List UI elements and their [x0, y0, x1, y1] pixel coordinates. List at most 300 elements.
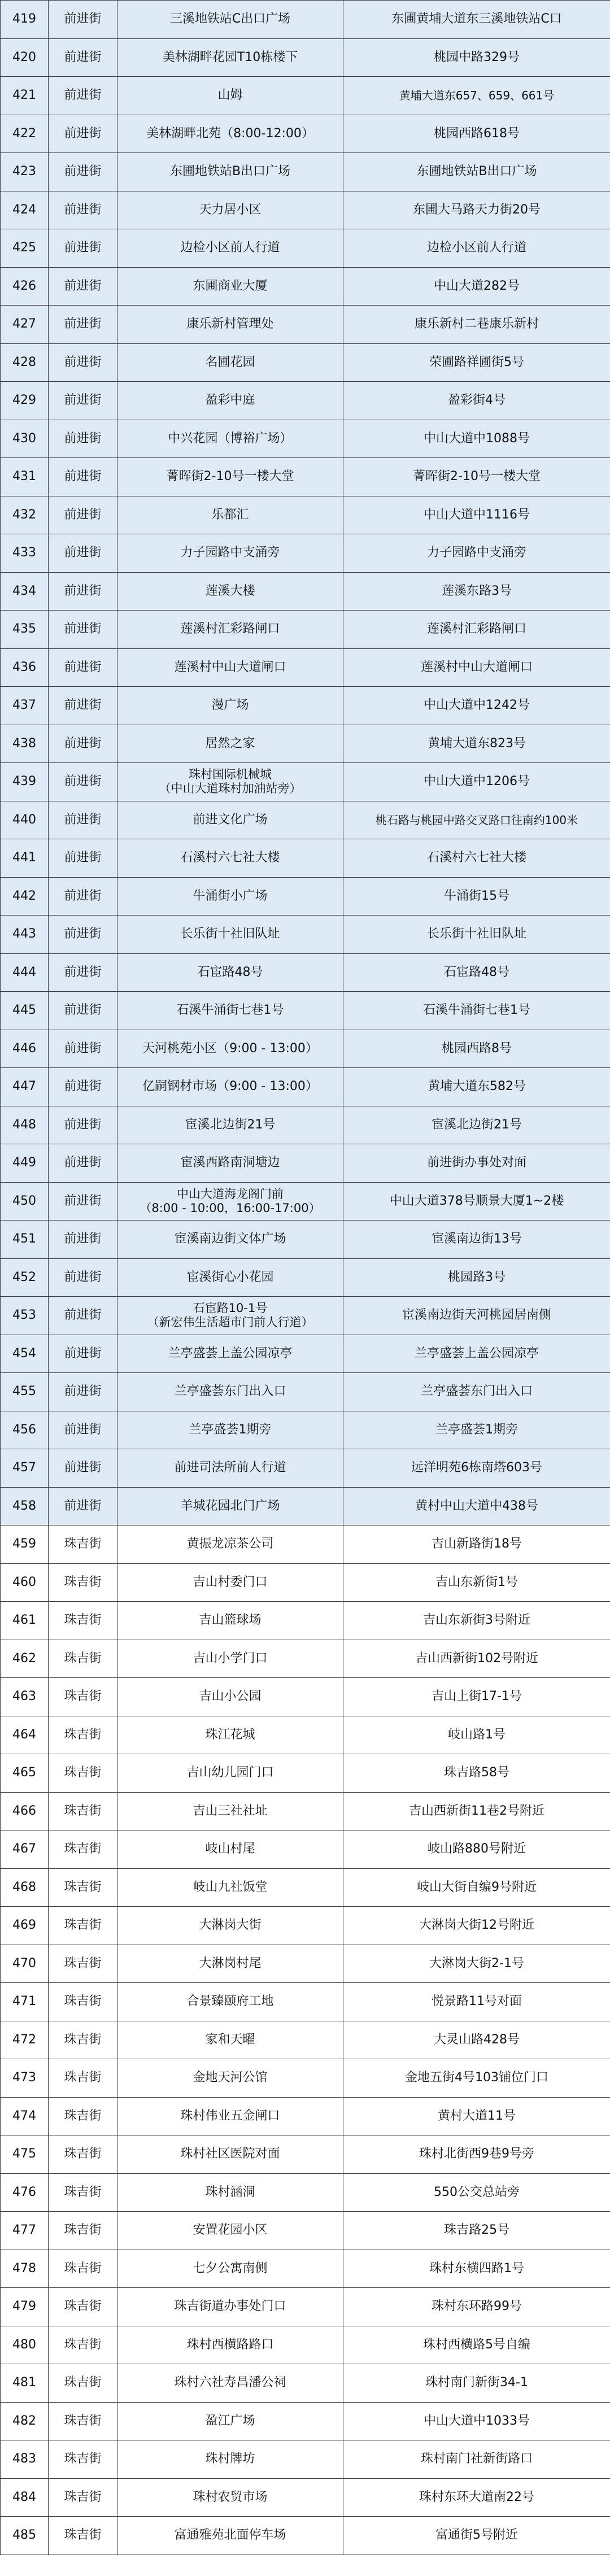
site-name-cell: 珠江花城 [117, 1716, 343, 1754]
site-name-cell: 前进司法所前人行道 [117, 1449, 343, 1488]
row-number-cell: 444 [1, 953, 49, 992]
site-name-cell: 珠村六社寿昌潘公祠 [117, 2364, 343, 2403]
address-cell: 珠村南门社新街路口 [343, 2440, 610, 2479]
table-row [1, 1335, 610, 1373]
table-row [1, 420, 610, 458]
street-cell: 珠吉街 [49, 2250, 117, 2288]
table-row [1, 953, 610, 992]
table-row [1, 1945, 610, 1983]
address-cell: 岐山路1号 [343, 1716, 610, 1754]
row-number-cell: 471 [1, 1983, 49, 2021]
row-number-cell: 449 [1, 1144, 49, 1183]
site-name-cell: 三溪地铁站C出口广场 [117, 1, 343, 39]
address-cell: 石溪村六七社大楼 [343, 839, 610, 878]
site-name-cell: 天河桃苑小区（9:00 - 13:00） [117, 1030, 343, 1068]
row-number-cell: 474 [1, 2097, 49, 2135]
address-cell: 中山大道中1116号 [343, 496, 610, 534]
table-row [1, 2021, 610, 2059]
site-name-cell: 力子园路中支涌旁 [117, 534, 343, 573]
street-cell: 前进街 [49, 1144, 117, 1183]
row-number-cell: 450 [1, 1182, 49, 1221]
table-row [1, 2478, 610, 2517]
table-row [1, 1411, 610, 1449]
row-number-cell: 469 [1, 1907, 49, 1945]
site-name-cell: 石宦路48号 [117, 953, 343, 992]
site-name-cell: 吉山幼儿园门口 [117, 1754, 343, 1793]
street-cell: 前进街 [49, 496, 117, 534]
table-row [1, 2326, 610, 2364]
site-name-cell: 宦溪西路南洞塘边 [117, 1144, 343, 1183]
address-cell: 吉山西新街11巷2号附近 [343, 1792, 610, 1830]
site-name-cell: 漫广场 [117, 687, 343, 725]
site-name-cell: 大淋岗村尾 [117, 1945, 343, 1983]
address-cell: 盈彩街4号 [343, 382, 610, 420]
address-cell: 桃园路3号 [343, 1258, 610, 1297]
site-name-cell: 亿嗣钢材市场（9:00 - 13:00） [117, 1068, 343, 1106]
street-cell: 前进街 [49, 1030, 117, 1068]
site-name-cell: 珠村社区医院对面 [117, 2135, 343, 2174]
street-cell: 珠吉街 [49, 2021, 117, 2059]
site-name-cell: 长乐街十社旧队址 [117, 916, 343, 954]
row-number-cell: 472 [1, 2021, 49, 2059]
table-row [1, 1106, 610, 1144]
row-number-cell: 466 [1, 1792, 49, 1830]
row-number-cell: 481 [1, 2364, 49, 2403]
site-name-cell: 兰亭盛荟1期旁 [117, 1411, 343, 1449]
street-cell: 前进街 [49, 1182, 117, 1221]
row-number-cell: 429 [1, 382, 49, 420]
table-row [1, 77, 610, 115]
street-cell: 前进街 [49, 572, 117, 611]
table-row [1, 1297, 610, 1335]
table-row [1, 38, 610, 77]
address-cell: 吉山东新街1号 [343, 1563, 610, 1602]
street-cell: 珠吉街 [49, 1563, 117, 1602]
row-number-cell: 423 [1, 153, 49, 191]
table-row [1, 1068, 610, 1106]
table-row [1, 267, 610, 306]
row-number-cell: 463 [1, 1678, 49, 1716]
row-number-cell: 452 [1, 1258, 49, 1297]
street-cell: 珠吉街 [49, 2440, 117, 2479]
street-cell: 前进街 [49, 1297, 117, 1335]
address-cell: 东圃大马路天力街20号 [343, 191, 610, 229]
address-cell: 桃园中路329号 [343, 38, 610, 77]
street-cell: 前进街 [49, 1106, 117, 1144]
street-cell: 珠吉街 [49, 2478, 117, 2517]
row-number-cell: 441 [1, 839, 49, 878]
table-row [1, 2250, 610, 2288]
street-cell: 珠吉街 [49, 1640, 117, 1678]
address-cell: 宦溪南边街天河桃园居南侧 [343, 1297, 610, 1335]
street-cell: 珠吉街 [49, 2326, 117, 2364]
table-row [1, 191, 610, 229]
address-cell: 岐山大街自编9号附近 [343, 1868, 610, 1907]
row-number-cell: 422 [1, 115, 49, 153]
address-cell: 长乐街十社旧队址 [343, 916, 610, 954]
row-number-cell: 484 [1, 2478, 49, 2517]
site-name-cell: 黄振龙凉茶公司 [117, 1525, 343, 1564]
site-name-cell: 中兴花园（博裕广场） [117, 420, 343, 458]
row-number-cell: 425 [1, 229, 49, 268]
row-number-cell: 436 [1, 648, 49, 687]
site-name-cell: 菁晖街2-10号一楼大堂 [117, 458, 343, 496]
table-row [1, 916, 610, 954]
address-cell: 黄村大道11号 [343, 2097, 610, 2135]
street-cell: 前进街 [49, 801, 117, 839]
site-name-cell: 宦溪街心小花园 [117, 1258, 343, 1297]
street-cell: 前进街 [49, 77, 117, 115]
street-cell: 前进街 [49, 1, 117, 39]
street-cell: 前进街 [49, 191, 117, 229]
table-row [1, 1907, 610, 1945]
table-row [1, 2135, 610, 2174]
site-name-cell: 牛涌街小广场 [117, 877, 343, 916]
address-cell: 中山大道378号顺景大厦1~2楼 [343, 1182, 610, 1221]
address-cell: 东圃地铁站B出口广场 [343, 153, 610, 191]
street-cell: 前进街 [49, 343, 117, 382]
row-number-cell: 480 [1, 2326, 49, 2364]
row-number-cell: 468 [1, 1868, 49, 1907]
street-cell: 珠吉街 [49, 2288, 117, 2326]
table-body [1, 1, 610, 2555]
site-name-cell: 吉山三社社址 [117, 1792, 343, 1830]
row-number-cell: 439 [1, 763, 49, 801]
site-name-cell: 名圃花园 [117, 343, 343, 382]
street-cell: 珠吉街 [49, 2364, 117, 2403]
address-cell: 荣圃路祥圃街5号 [343, 343, 610, 382]
table-row [1, 115, 610, 153]
site-name-cell: 莲溪村中山大道闸口 [117, 648, 343, 687]
street-cell: 前进街 [49, 1449, 117, 1488]
row-number-cell: 433 [1, 534, 49, 573]
table-row [1, 2440, 610, 2479]
street-cell: 前进街 [49, 382, 117, 420]
address-cell: 兰亭盛荟1期旁 [343, 1411, 610, 1449]
address-cell: 莲溪东路3号 [343, 572, 610, 611]
street-cell: 珠吉街 [49, 1678, 117, 1716]
table-row [1, 648, 610, 687]
street-cell: 前进街 [49, 38, 117, 77]
street-cell: 珠吉街 [49, 2059, 117, 2098]
row-number-cell: 454 [1, 1335, 49, 1373]
row-number-cell: 428 [1, 343, 49, 382]
site-name-cell: 边检小区前人行道 [117, 229, 343, 268]
table-row [1, 1449, 610, 1488]
street-cell: 前进街 [49, 1335, 117, 1373]
site-name-cell: 珠村农贸市场 [117, 2478, 343, 2517]
address-cell: 黄埔大道东582号 [343, 1068, 610, 1106]
row-number-cell: 426 [1, 267, 49, 306]
table-row [1, 2364, 610, 2403]
street-cell: 前进街 [49, 648, 117, 687]
table-row [1, 153, 610, 191]
table-row [1, 2402, 610, 2440]
table-row [1, 1754, 610, 1793]
row-number-cell: 435 [1, 611, 49, 649]
site-name-cell: 珠吉街道办事处门口 [117, 2288, 343, 2326]
table-row [1, 1868, 610, 1907]
address-cell: 莲溪村汇彩路闸口 [343, 611, 610, 649]
site-name-cell: 吉山村委门口 [117, 1563, 343, 1602]
street-cell: 前进街 [49, 877, 117, 916]
site-name-cell: 珠村牌坊 [117, 2440, 343, 2479]
address-cell: 大淋岗大街2-1号 [343, 1945, 610, 1983]
table-row [1, 1983, 610, 2021]
address-cell: 东圃黄埔大道东三溪地铁站C口 [343, 1, 610, 39]
street-cell: 珠吉街 [49, 1830, 117, 1869]
row-number-cell: 455 [1, 1373, 49, 1411]
street-cell: 珠吉街 [49, 1868, 117, 1907]
site-name-cell: 珠村西横路路口 [117, 2326, 343, 2364]
row-number-cell: 440 [1, 801, 49, 839]
row-number-cell: 462 [1, 1640, 49, 1678]
site-name-cell: 乐都汇 [117, 496, 343, 534]
row-number-cell: 485 [1, 2517, 49, 2555]
row-number-cell: 478 [1, 2250, 49, 2288]
table-row [1, 572, 610, 611]
row-number-cell: 465 [1, 1754, 49, 1793]
table-row [1, 306, 610, 344]
site-name-cell: 山姆 [117, 77, 343, 115]
row-number-cell: 427 [1, 306, 49, 344]
site-name-cell: 金地天河公馆 [117, 2059, 343, 2098]
address-cell: 550公交总站旁 [343, 2173, 610, 2212]
address-cell: 中山大道中1033号 [343, 2402, 610, 2440]
table-row [1, 1030, 610, 1068]
table-row [1, 1221, 610, 1259]
street-cell: 前进街 [49, 534, 117, 573]
row-number-cell: 432 [1, 496, 49, 534]
table-row [1, 2059, 610, 2098]
table-row [1, 458, 610, 496]
address-cell: 吉山东新街3号附近 [343, 1602, 610, 1640]
street-cell: 前进街 [49, 992, 117, 1030]
site-name-cell: 宦溪南边街文体广场 [117, 1221, 343, 1259]
street-cell: 珠吉街 [49, 2212, 117, 2250]
row-number-cell: 479 [1, 2288, 49, 2326]
street-cell: 珠吉街 [49, 2402, 117, 2440]
street-cell: 前进街 [49, 267, 117, 306]
table-row [1, 343, 610, 382]
address-cell: 桃园西路618号 [343, 115, 610, 153]
site-name-cell: 吉山篮球场 [117, 1602, 343, 1640]
address-cell: 牛涌街15号 [343, 877, 610, 916]
table-row [1, 1182, 610, 1221]
address-cell: 珠吉路25号 [343, 2212, 610, 2250]
address-cell: 吉山上街17-1号 [343, 1678, 610, 1716]
table-row [1, 2097, 610, 2135]
table-row [1, 1830, 610, 1869]
address-cell: 富通街5号附近 [343, 2517, 610, 2555]
site-name-cell: 岐山村尾 [117, 1830, 343, 1869]
site-name-cell: 岐山九社饭堂 [117, 1868, 343, 1907]
street-cell: 前进街 [49, 763, 117, 801]
row-number-cell: 451 [1, 1221, 49, 1259]
row-number-cell: 420 [1, 38, 49, 77]
site-name-cell: 前进文化广场 [117, 801, 343, 839]
row-number-cell: 473 [1, 2059, 49, 2098]
row-number-cell: 448 [1, 1106, 49, 1144]
site-name-cell: 石宦路10-1号 （新宏伟生活超市门前人行道） [117, 1297, 343, 1335]
street-cell: 前进街 [49, 687, 117, 725]
address-cell: 菁晖街2-10号一楼大堂 [343, 458, 610, 496]
site-name-cell: 莲溪村汇彩路闸口 [117, 611, 343, 649]
table-row [1, 839, 610, 878]
address-cell: 兰亭盛荟东门出入口 [343, 1373, 610, 1411]
street-cell: 前进街 [49, 1487, 117, 1525]
row-number-cell: 483 [1, 2440, 49, 2479]
street-cell: 珠吉街 [49, 1907, 117, 1945]
site-name-cell: 东圃商业大厦 [117, 267, 343, 306]
site-name-cell: 兰亭盛荟东门出入口 [117, 1373, 343, 1411]
address-cell: 珠吉路58号 [343, 1754, 610, 1793]
table-row [1, 2288, 610, 2326]
address-cell: 珠村西横路5号自编 [343, 2326, 610, 2364]
row-number-cell: 434 [1, 572, 49, 611]
address-cell: 黄村中山大道中438号 [343, 1487, 610, 1525]
street-cell: 珠吉街 [49, 1983, 117, 2021]
table-row [1, 992, 610, 1030]
table-row [1, 382, 610, 420]
table-row [1, 877, 610, 916]
street-cell: 前进街 [49, 1373, 117, 1411]
row-number-cell: 431 [1, 458, 49, 496]
address-cell: 黄埔大道东823号 [343, 725, 610, 763]
site-name-cell: 珠村国际机械城 （中山大道珠村加油站旁） [117, 763, 343, 801]
table-row [1, 725, 610, 763]
address-cell: 中山大道中1206号 [343, 763, 610, 801]
street-cell: 珠吉街 [49, 1525, 117, 1564]
site-name-cell: 东圃地铁站B出口广场 [117, 153, 343, 191]
address-cell: 力子园路中支涌旁 [343, 534, 610, 573]
site-name-cell: 吉山小公园 [117, 1678, 343, 1716]
row-number-cell: 438 [1, 725, 49, 763]
site-name-cell: 七夕公寓南侧 [117, 2250, 343, 2288]
table-row [1, 1640, 610, 1678]
address-cell: 中山大道282号 [343, 267, 610, 306]
site-name-cell: 珠村伟业五金闸口 [117, 2097, 343, 2135]
site-name-cell: 康乐新村管理处 [117, 306, 343, 344]
table-row [1, 1258, 610, 1297]
row-number-cell: 453 [1, 1297, 49, 1335]
address-cell: 悦景路11号对面 [343, 1983, 610, 2021]
street-cell: 前进街 [49, 725, 117, 763]
street-cell: 珠吉街 [49, 1792, 117, 1830]
table-row [1, 1602, 610, 1640]
row-number-cell: 482 [1, 2402, 49, 2440]
row-number-cell: 467 [1, 1830, 49, 1869]
site-name-cell: 家和天曜 [117, 2021, 343, 2059]
address-cell: 石溪牛涌街七巷1号 [343, 992, 610, 1030]
address-cell: 兰亭盛荟上盖公园凉亭 [343, 1335, 610, 1373]
address-cell: 康乐新村二巷康乐新村 [343, 306, 610, 344]
site-name-cell: 中山大道海龙阁门前 （8:00 - 10:00，16:00-17:00） [117, 1182, 343, 1221]
address-cell: 珠村东环路99号 [343, 2288, 610, 2326]
row-number-cell: 470 [1, 1945, 49, 1983]
row-number-cell: 461 [1, 1602, 49, 1640]
table-row [1, 687, 610, 725]
address-cell: 金地五街4号103铺位门口 [343, 2059, 610, 2098]
table-row [1, 229, 610, 268]
table-row [1, 801, 610, 839]
street-cell: 前进街 [49, 1068, 117, 1106]
street-cell: 前进街 [49, 115, 117, 153]
site-name-cell: 宦溪北边街21号 [117, 1106, 343, 1144]
site-name-cell: 居然之家 [117, 725, 343, 763]
table-row [1, 534, 610, 573]
row-number-cell: 421 [1, 77, 49, 115]
street-cell: 前进街 [49, 839, 117, 878]
street-cell: 珠吉街 [49, 2517, 117, 2555]
table-row [1, 1487, 610, 1525]
table-row [1, 1144, 610, 1183]
row-number-cell: 477 [1, 2212, 49, 2250]
address-cell: 吉山新路街18号 [343, 1525, 610, 1564]
street-cell: 珠吉街 [49, 2173, 117, 2212]
table-row [1, 2212, 610, 2250]
street-cell: 前进街 [49, 1411, 117, 1449]
address-cell: 珠村南门新街34-1 [343, 2364, 610, 2403]
address-cell: 宦溪南边街13号 [343, 1221, 610, 1259]
table-row [1, 1563, 610, 1602]
table-row [1, 1678, 610, 1716]
table-row [1, 2517, 610, 2555]
address-cell: 黄埔大道东657、659、661号 [343, 77, 610, 115]
row-number-cell: 443 [1, 916, 49, 954]
address-cell: 边检小区前人行道 [343, 229, 610, 268]
row-number-cell: 447 [1, 1068, 49, 1106]
site-name-cell: 盈彩中庭 [117, 382, 343, 420]
street-cell: 前进街 [49, 420, 117, 458]
row-number-cell: 459 [1, 1525, 49, 1564]
site-name-cell: 天力居小区 [117, 191, 343, 229]
street-cell: 前进街 [49, 306, 117, 344]
address-cell: 珠村东环大道南22号 [343, 2478, 610, 2517]
site-name-cell: 珠村涵洞 [117, 2173, 343, 2212]
street-cell: 前进街 [49, 611, 117, 649]
address-cell: 前进街办事处对面 [343, 1144, 610, 1183]
street-cell: 珠吉街 [49, 2135, 117, 2174]
site-name-cell: 吉山小学门口 [117, 1640, 343, 1678]
address-cell: 桃园西路8号 [343, 1030, 610, 1068]
site-name-cell: 美林湖畔花园T10栋楼下 [117, 38, 343, 77]
row-number-cell: 464 [1, 1716, 49, 1754]
table-row [1, 1, 610, 39]
table-row [1, 1525, 610, 1564]
row-number-cell: 437 [1, 687, 49, 725]
street-cell: 珠吉街 [49, 1602, 117, 1640]
row-number-cell: 445 [1, 992, 49, 1030]
row-number-cell: 458 [1, 1487, 49, 1525]
address-cell: 吉山西新街102号附近 [343, 1640, 610, 1678]
row-number-cell: 424 [1, 191, 49, 229]
row-number-cell: 446 [1, 1030, 49, 1068]
row-number-cell: 460 [1, 1563, 49, 1602]
address-cell: 岐山路880号附近 [343, 1830, 610, 1869]
address-cell: 宦溪北边街21号 [343, 1106, 610, 1144]
address-cell: 石宦路48号 [343, 953, 610, 992]
street-cell: 前进街 [49, 458, 117, 496]
street-cell: 珠吉街 [49, 2097, 117, 2135]
table-row [1, 1792, 610, 1830]
row-number-cell: 430 [1, 420, 49, 458]
address-cell: 大淋岗大街12号附近 [343, 1907, 610, 1945]
address-cell: 大灵山路428号 [343, 2021, 610, 2059]
site-name-cell: 安置花园小区 [117, 2212, 343, 2250]
street-cell: 珠吉街 [49, 1754, 117, 1793]
row-number-cell: 456 [1, 1411, 49, 1449]
